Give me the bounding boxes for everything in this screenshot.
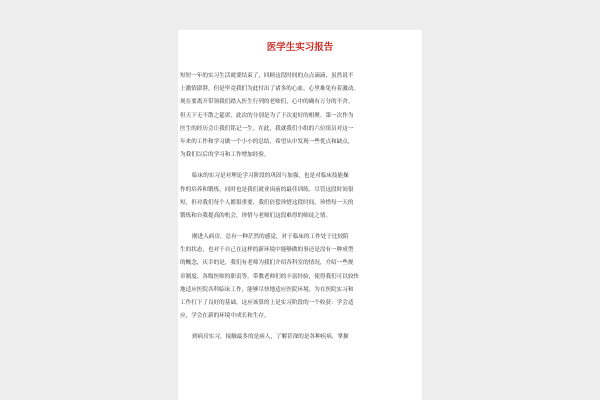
paragraph-line: 地适应医院各科临床工作，能够尽快地适应医院环境，为在医院实习和 xyxy=(180,286,354,293)
paragraph xyxy=(180,231,422,323)
paragraph-line: 但天下无不散之筵席，此次的分别是为了下次更好的相聚。第一次作为 xyxy=(180,112,354,119)
paragraph-line: 临床的实习是对理论学习阶段的巩固与加强，也是对临床技能操 xyxy=(192,173,349,180)
paragraph-line: 短，但对我们每个人都很重要，我们倍偿珍惜这段时间，珍惜每一天的 xyxy=(180,199,354,206)
document-title: 医学生实习报告 xyxy=(266,42,334,53)
paragraph-line: 医生的经历会让我们铭记一生。在此，我就我们小组的六位组员对这一 xyxy=(180,125,354,132)
paragraph-line: 上激情澎湃，但是毕竟我们为此付出了诸多的心血，心里难免有着激动。 xyxy=(180,86,360,93)
paragraph-gap xyxy=(180,162,422,170)
paragraph-line: 的概念，庆幸的是，我们有老师为我们介绍各科室的情况，介绍一些规 xyxy=(180,260,354,267)
paragraph xyxy=(180,70,422,162)
paragraph xyxy=(180,170,422,223)
paragraph-gap xyxy=(180,323,422,331)
paragraph-line: 年来的工作和学习做一个小小的总结，希望从中发现一些优点和缺点， xyxy=(180,138,354,145)
paragraph-line: 短短一年的实习生活就要结束了，回顾这段时间的点点滴滴，虽然说不 xyxy=(180,73,354,79)
paragraph xyxy=(180,331,422,344)
document-body xyxy=(180,70,422,345)
paragraph-line: 现在要离开带领我们踏入医生行列的老师们，心中的确有万分的不舍。 xyxy=(180,99,354,106)
paragraph-line: 章制度、各级医师的职责等，带教老师们的丰富经验，使得我们可以较快 xyxy=(180,273,360,280)
paragraph-line: 作的培养和锻炼，同时也是我们就业岗前的最佳训练。尽管这段时间很 xyxy=(180,186,354,193)
paragraph-line: 锻炼和自我提高的机会，珍惜与老师们这段难得的师徒之情。 xyxy=(180,212,332,219)
paragraph-line: 刚进入病房，总有一种茫然的感觉，对于临床的工作处于比较陌 xyxy=(192,234,349,241)
paragraph-line: 应，学会在新的环境中成长和生存。 xyxy=(180,313,270,320)
paragraph-line: 到病房实习，接触最多的是病人，了解甚深的是各种疾病，掌握 xyxy=(192,334,349,341)
paragraph-line: 工作打下了良好的基础，这应该算的上是实习阶段的一个收获：学会适 xyxy=(180,300,354,306)
paragraph-line: 生的状态，也对于自己在这样的新环境中能够做的事还是没有一种成型 xyxy=(180,247,354,254)
paragraph-gap xyxy=(180,223,422,231)
document-page xyxy=(178,30,422,400)
paragraph-line: 为我们以后的学习和工作增加经验。 xyxy=(180,152,270,159)
